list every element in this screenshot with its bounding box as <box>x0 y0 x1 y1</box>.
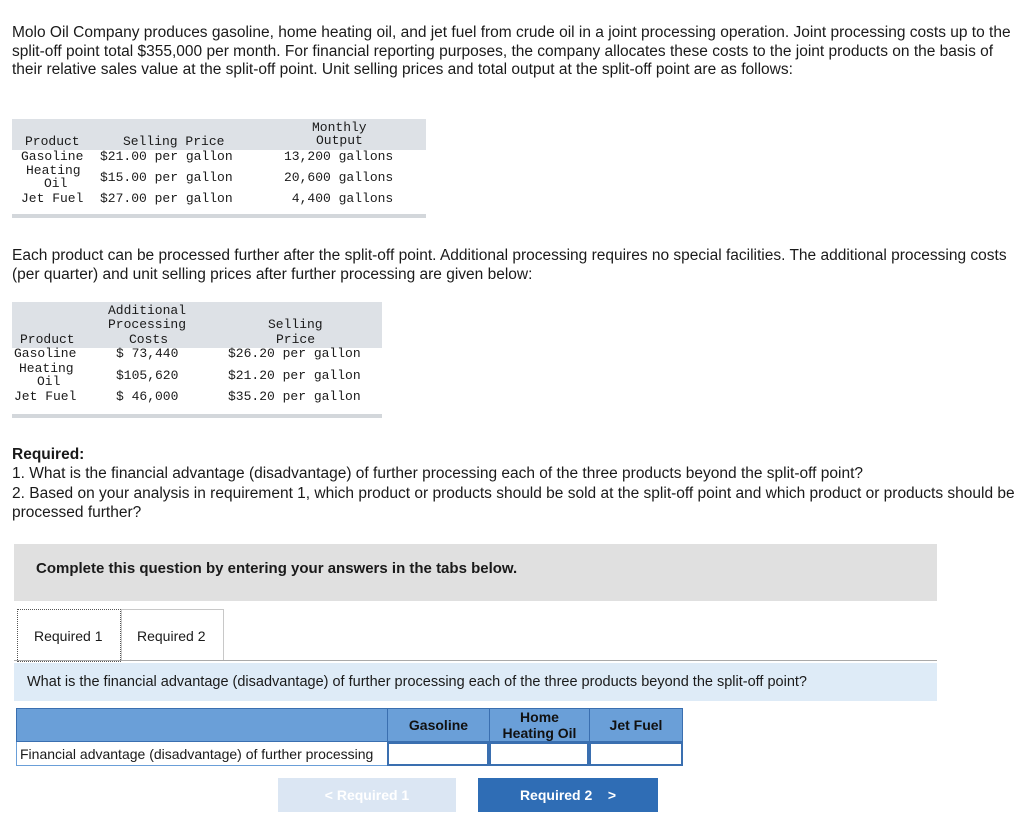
table-row-product-line2: Oil <box>44 176 68 191</box>
table-row-output: 4,400 gallons <box>284 191 394 206</box>
table-row-price: $27.00 per gallon <box>100 191 233 206</box>
question-bar <box>14 663 937 701</box>
intro-paragraph: Molo Oil Company produces gasoline, home heating oil, and jet fuel from crude oil in a joint processing operation. Joint processing costs up to the split-off point total $355,000 per month. For financial reporting purposes, the company allocates these costs to the joint products on the basis of their relative sales value at the split-off point. Unit selling prices and total output at the split-off point are as follows: <box>12 24 1011 78</box>
table-row-product: Gasoline <box>21 149 84 164</box>
table-row-product: Jet Fuel <box>14 389 77 404</box>
next-button[interactable] <box>478 778 658 812</box>
gasoline-input[interactable] <box>387 742 489 766</box>
table-row-costs: $105,620 <box>116 368 179 383</box>
required-q1: 1. What is the financial advantage (disadvantage) of further processing each of the three products beyond the split-off point? <box>12 465 864 482</box>
chevron-right-icon: > <box>607 787 617 803</box>
further-processing-table <box>12 302 382 420</box>
tab-required-2[interactable] <box>121 609 224 661</box>
table-row-product: Jet Fuel <box>21 191 84 206</box>
price-header-line2: Price <box>276 332 316 347</box>
table-divider <box>12 414 382 418</box>
further-processing-paragraph: Each product can be processed further after the split-off point. Additional processing requires no special facilities. The additional processing costs (per quarter) and unit selling prices after further processing are given below: <box>12 247 1007 283</box>
required-q2: 2. Based on your analysis in requirement 1, which product or products should be sold at the split-off point and which product or products should be processed further? <box>12 485 1015 521</box>
product-header: Product <box>25 134 80 149</box>
table-row-output: 20,600 gallons <box>284 170 394 185</box>
table-row-price: $26.20 per gallon <box>228 346 361 361</box>
table-row-price: $21.00 per gallon <box>100 149 233 164</box>
next-label: Required 2 <box>519 787 593 803</box>
costs-header-line3: Costs <box>129 332 169 347</box>
table-row-product: Heating <box>26 163 81 178</box>
question-text: What is the financial advantage (disadvantage) of further processing each of the three products beyond the split-off point? <box>27 674 807 690</box>
table-divider <box>12 214 426 218</box>
costs-header-line2: Processing <box>108 317 187 332</box>
table-row-price: $15.00 per gallon <box>100 170 233 185</box>
previous-button[interactable] <box>278 778 456 812</box>
home-heating-oil-input[interactable] <box>489 742 589 766</box>
table-row-price: $21.20 per gallon <box>228 368 361 383</box>
table-row-costs: $ 46,000 <box>116 389 179 404</box>
required-title: Required: <box>12 446 85 463</box>
tab-label: Required 2 <box>137 628 206 644</box>
answer-table <box>16 708 683 766</box>
table-row-product-line2: Oil <box>37 374 61 389</box>
table-row-product: Heating <box>19 361 74 376</box>
previous-label: Required 1 <box>336 787 410 803</box>
column-header-gasoline: Gasoline <box>387 708 489 742</box>
chevron-left-icon: < <box>324 787 333 803</box>
table-row-output: 13,200 gallons <box>284 149 394 164</box>
split-off-table <box>12 119 426 219</box>
table-row-costs: $ 73,440 <box>116 346 179 361</box>
jet-fuel-input[interactable] <box>589 742 683 766</box>
instruction-text: Complete this question by entering your answers in the tabs below. <box>36 560 518 577</box>
instruction-banner <box>14 544 937 601</box>
column-header-jet-fuel: Jet Fuel <box>589 708 683 742</box>
column-header-home-heating-oil: Home Heating Oil <box>489 708 589 742</box>
table-row-product: Gasoline <box>14 346 77 361</box>
price-header: Selling Price <box>123 134 225 149</box>
costs-header-line1: Additional <box>108 303 187 318</box>
output-header-line2: Output <box>316 133 363 148</box>
tab-label: Required 1 <box>34 628 103 644</box>
price-header-line1: Selling <box>268 317 323 332</box>
tab-underline <box>14 660 937 661</box>
row-label: Financial advantage (disadvantage) of further processing <box>20 746 374 762</box>
tab-required-1[interactable] <box>17 609 121 662</box>
output-header-line1: Monthly <box>312 120 367 135</box>
table-row-price: $35.20 per gallon <box>228 389 361 404</box>
product-header: Product <box>20 332 75 347</box>
